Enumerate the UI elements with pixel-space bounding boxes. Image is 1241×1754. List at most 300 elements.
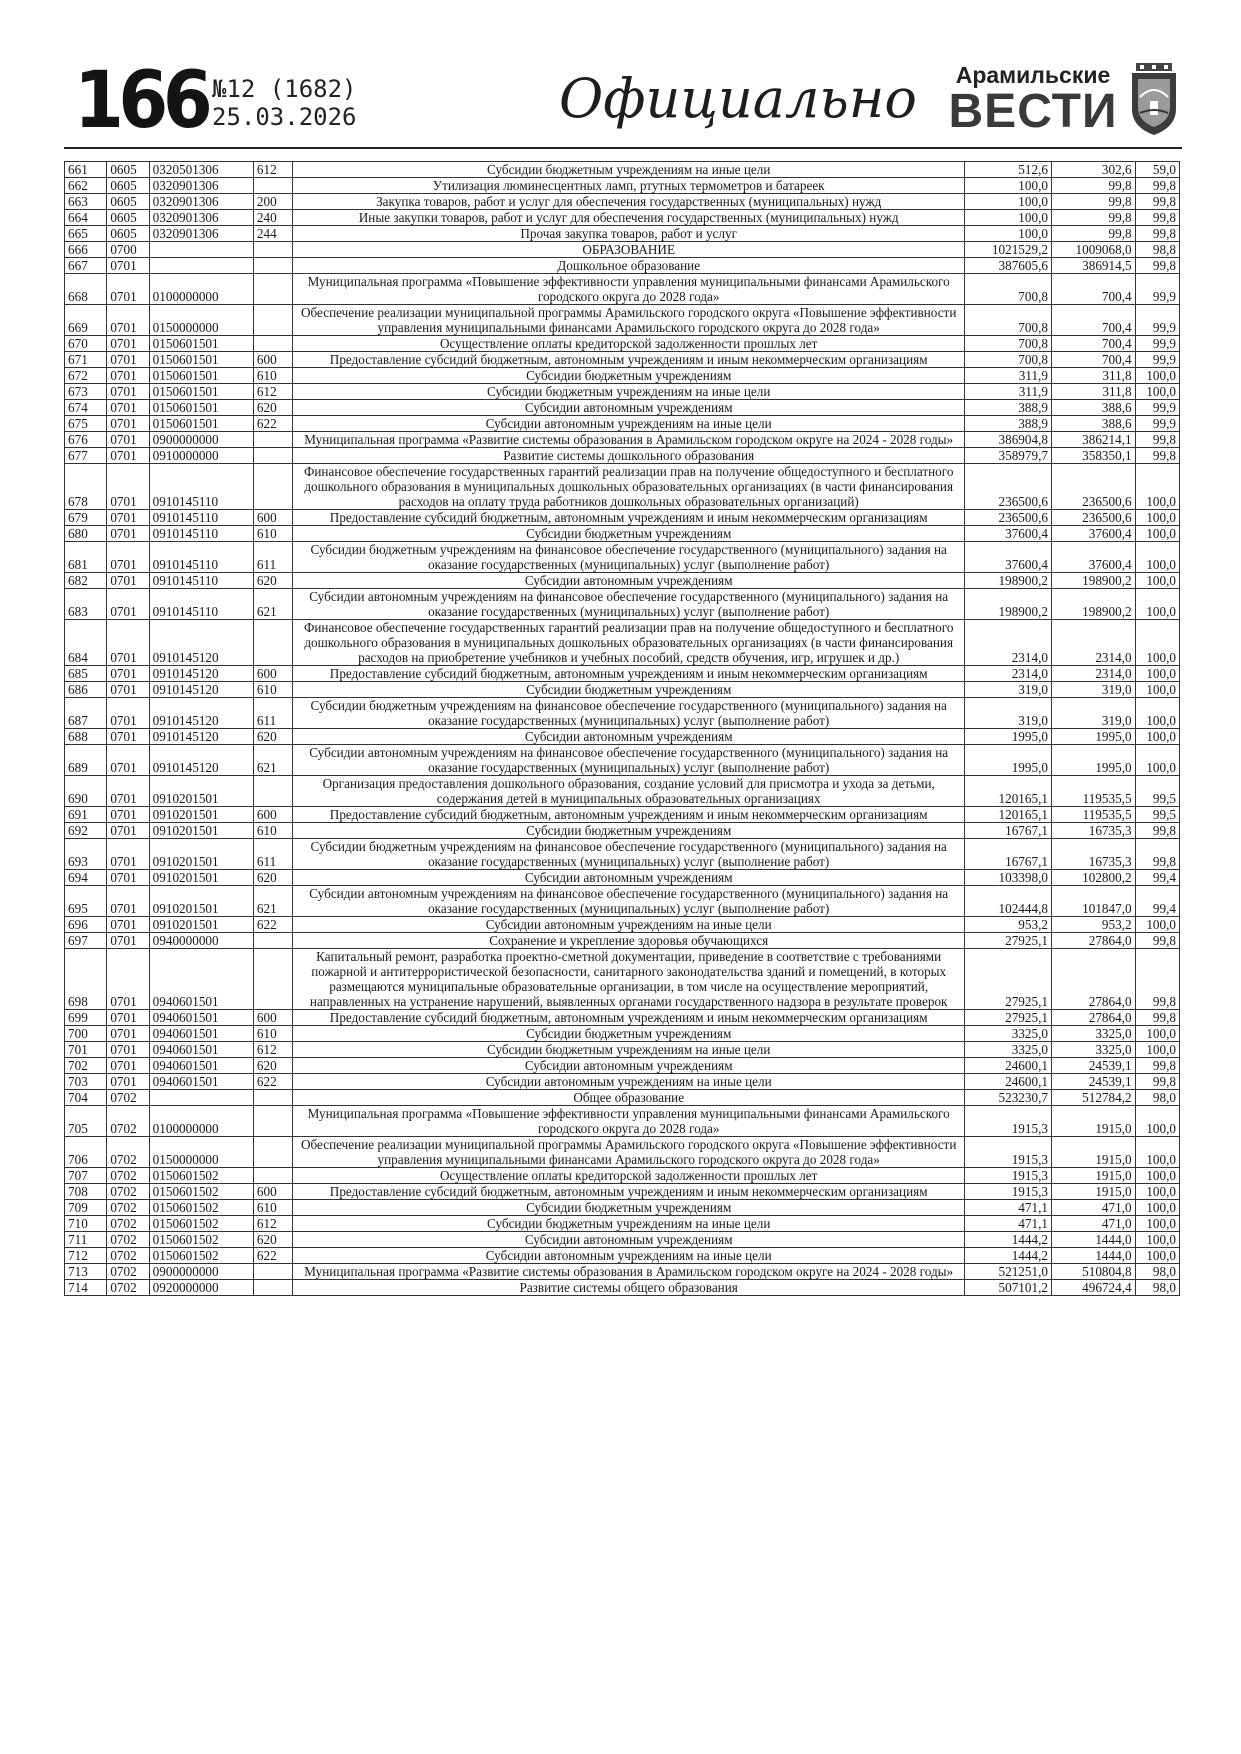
planned-amount: 102444,8	[965, 886, 1052, 917]
execution-percent: 100,0	[1135, 542, 1179, 573]
table-row	[65, 870, 1180, 886]
planned-amount: 1915,3	[965, 1184, 1052, 1200]
execution-percent: 100,0	[1135, 368, 1179, 384]
planned-amount: 358979,7	[965, 448, 1052, 464]
section-code: 0605	[107, 178, 149, 194]
table-row	[65, 886, 1180, 917]
table-row	[65, 745, 1180, 776]
table-row	[65, 1010, 1180, 1026]
target-article-code: 0940601501	[149, 1042, 253, 1058]
planned-amount: 1444,2	[965, 1232, 1052, 1248]
target-article-code: 0320501306	[149, 162, 253, 178]
section-code: 0702	[107, 1280, 149, 1296]
execution-percent: 100,0	[1135, 464, 1179, 510]
target-article-code: 0910201501	[149, 917, 253, 933]
row-number: 712	[65, 1248, 107, 1264]
header-rule	[64, 147, 1182, 149]
execution-percent: 99,4	[1135, 870, 1179, 886]
section-code: 0702	[107, 1216, 149, 1232]
section-code: 0701	[107, 870, 149, 886]
execution-percent: 99,8	[1135, 1010, 1179, 1026]
executed-amount: 319,0	[1051, 682, 1135, 698]
row-description: Субсидии автономным учреждениям	[293, 1232, 965, 1248]
row-description: Финансовое обеспечение государственных гарантий реализации прав на получение общедоступного и бесплатного дошкольного образования в муниципальных дошкольных образовательных организациях (в части финансирования расходов на оплату труда работников дошкольных образовательных организаций)	[293, 464, 965, 510]
row-description: Субсидии автономным учреждениям на финансовое обеспечение государственного (муниципального) задания на оказание государственных (муниципальных) услуг (выполнение работ)	[293, 745, 965, 776]
executed-amount: 2314,0	[1051, 666, 1135, 682]
table-row	[65, 1232, 1180, 1248]
target-article-code: 0910145120	[149, 666, 253, 682]
target-article-code: 0320901306	[149, 226, 253, 242]
planned-amount: 1915,3	[965, 1106, 1052, 1137]
expense-type-code: 240	[253, 210, 292, 226]
target-article-code: 0150000000	[149, 305, 253, 336]
section-code: 0701	[107, 823, 149, 839]
section-code: 0701	[107, 698, 149, 729]
expense-type-code: 610	[253, 1200, 292, 1216]
planned-amount: 198900,2	[965, 589, 1052, 620]
executed-amount: 99,8	[1051, 178, 1135, 194]
row-number: 683	[65, 589, 107, 620]
planned-amount: 471,1	[965, 1216, 1052, 1232]
section-code: 0701	[107, 573, 149, 589]
planned-amount: 386904,8	[965, 432, 1052, 448]
planned-amount: 521251,0	[965, 1264, 1052, 1280]
execution-percent: 99,9	[1135, 400, 1179, 416]
row-number: 679	[65, 510, 107, 526]
execution-percent: 98,8	[1135, 242, 1179, 258]
section-code: 0702	[107, 1168, 149, 1184]
expense-type-code: 600	[253, 510, 292, 526]
planned-amount: 1995,0	[965, 729, 1052, 745]
row-description: Предоставление субсидий бюджетным, автономным учреждениям и иным некоммерческим организациям	[293, 510, 965, 526]
row-number: 689	[65, 745, 107, 776]
target-article-code: 0910145120	[149, 729, 253, 745]
executed-amount: 700,4	[1051, 352, 1135, 368]
row-number: 669	[65, 305, 107, 336]
planned-amount: 236500,6	[965, 464, 1052, 510]
expense-type-code	[253, 1137, 292, 1168]
row-number: 701	[65, 1042, 107, 1058]
section-code: 0701	[107, 258, 149, 274]
table-row	[65, 666, 1180, 682]
planned-amount: 103398,0	[965, 870, 1052, 886]
section-code: 0702	[107, 1232, 149, 1248]
coat-of-arms-icon	[1130, 63, 1178, 135]
row-description: Субсидии бюджетным учреждениям на финансовое обеспечение государственного (муниципального) задания на оказание государственных (муниципальных) услуг (выполнение работ)	[293, 542, 965, 573]
executed-amount: 311,8	[1051, 384, 1135, 400]
execution-percent: 100,0	[1135, 510, 1179, 526]
execution-percent: 99,8	[1135, 1074, 1179, 1090]
table-row	[65, 448, 1180, 464]
section-code: 0701	[107, 432, 149, 448]
table-row	[65, 573, 1180, 589]
section-code: 0701	[107, 416, 149, 432]
row-description: Субсидии бюджетным учреждениям	[293, 526, 965, 542]
target-article-code: 0150601502	[149, 1232, 253, 1248]
executed-amount: 16735,3	[1051, 839, 1135, 870]
section-code: 0701	[107, 384, 149, 400]
row-number: 713	[65, 1264, 107, 1280]
section-code: 0702	[107, 1264, 149, 1280]
row-description: Субсидии бюджетным учреждениям на финансовое обеспечение государственного (муниципального) задания на оказание государственных (муниципальных) услуг (выполнение работ)	[293, 698, 965, 729]
table-row	[65, 162, 1180, 178]
target-article-code: 0150601502	[149, 1200, 253, 1216]
table-row	[65, 542, 1180, 573]
executed-amount: 99,8	[1051, 194, 1135, 210]
page-header	[64, 55, 1182, 147]
executed-amount: 236500,6	[1051, 464, 1135, 510]
row-number: 688	[65, 729, 107, 745]
planned-amount: 311,9	[965, 384, 1052, 400]
row-description: Капитальный ремонт, разработка проектно-сметной документации, приведение в соответствие с требованиями пожарной и антитеррористической безопасности, санитарного законодательства зданий и помещений, в которых размещаются муниципальные образовательные организации, в том числе на осуществление мероприятий, направленных на устранение нарушений, выявленных органами государственного надзора в результате проверок	[293, 949, 965, 1010]
expense-type-code: 611	[253, 839, 292, 870]
expense-type-code: 610	[253, 1026, 292, 1042]
row-description: Прочая закупка товаров, работ и услуг	[293, 226, 965, 242]
row-description: Финансовое обеспечение государственных гарантий реализации прав на получение общедоступного и бесплатного дошкольного образования в муниципальных дошкольных образовательных организациях (в части финансирования расходов на приобретение учебников и учебных пособий, средств обучения, игр, игрушек и др.)	[293, 620, 965, 666]
row-number: 691	[65, 807, 107, 823]
execution-percent: 99,9	[1135, 352, 1179, 368]
section-code: 0701	[107, 526, 149, 542]
budget-table	[64, 161, 1180, 1296]
target-article-code: 0940601501	[149, 1058, 253, 1074]
expense-type-code	[253, 448, 292, 464]
row-number: 667	[65, 258, 107, 274]
row-description: Субсидии бюджетным учреждениям	[293, 368, 965, 384]
execution-percent: 99,9	[1135, 274, 1179, 305]
target-article-code: 0910000000	[149, 448, 253, 464]
execution-percent: 99,5	[1135, 807, 1179, 823]
row-number: 695	[65, 886, 107, 917]
planned-amount: 100,0	[965, 194, 1052, 210]
row-description: Субсидии автономным учреждениям	[293, 729, 965, 745]
planned-amount: 311,9	[965, 368, 1052, 384]
planned-amount: 37600,4	[965, 542, 1052, 573]
table-row	[65, 839, 1180, 870]
execution-percent: 100,0	[1135, 1184, 1179, 1200]
table-row	[65, 352, 1180, 368]
target-article-code: 0940601501	[149, 949, 253, 1010]
expense-type-code: 622	[253, 917, 292, 933]
expense-type-code: 610	[253, 823, 292, 839]
execution-percent: 99,8	[1135, 226, 1179, 242]
executed-amount: 471,0	[1051, 1216, 1135, 1232]
table-row	[65, 1200, 1180, 1216]
row-number: 685	[65, 666, 107, 682]
table-row	[65, 194, 1180, 210]
row-description: Субсидии бюджетным учреждениям	[293, 1200, 965, 1216]
target-article-code: 0910201501	[149, 776, 253, 807]
executed-amount: 1995,0	[1051, 729, 1135, 745]
execution-percent: 99,8	[1135, 210, 1179, 226]
section-code: 0701	[107, 1074, 149, 1090]
target-article-code: 0910145110	[149, 464, 253, 510]
execution-percent: 59,0	[1135, 162, 1179, 178]
target-article-code	[149, 258, 253, 274]
executed-amount: 119535,5	[1051, 807, 1135, 823]
expense-type-code: 610	[253, 368, 292, 384]
execution-percent: 100,0	[1135, 1232, 1179, 1248]
expense-type-code: 612	[253, 1042, 292, 1058]
table-row	[65, 589, 1180, 620]
table-row	[65, 917, 1180, 933]
execution-percent: 99,4	[1135, 886, 1179, 917]
executed-amount: 471,0	[1051, 1200, 1135, 1216]
expense-type-code: 620	[253, 870, 292, 886]
execution-percent: 99,5	[1135, 776, 1179, 807]
row-description: Субсидии автономным учреждениям	[293, 1058, 965, 1074]
executed-amount: 700,4	[1051, 305, 1135, 336]
expense-type-code	[253, 274, 292, 305]
executed-amount: 1915,0	[1051, 1168, 1135, 1184]
table-row	[65, 1137, 1180, 1168]
row-number: 704	[65, 1090, 107, 1106]
executed-amount: 388,6	[1051, 416, 1135, 432]
planned-amount: 319,0	[965, 698, 1052, 729]
execution-percent: 100,0	[1135, 729, 1179, 745]
table-row	[65, 416, 1180, 432]
executed-amount: 1915,0	[1051, 1137, 1135, 1168]
planned-amount: 2314,0	[965, 666, 1052, 682]
expense-type-code: 620	[253, 729, 292, 745]
executed-amount: 496724,4	[1051, 1280, 1135, 1296]
executed-amount: 1444,0	[1051, 1232, 1135, 1248]
target-article-code: 0910145110	[149, 510, 253, 526]
executed-amount: 1995,0	[1051, 745, 1135, 776]
row-number: 698	[65, 949, 107, 1010]
executed-amount: 510804,8	[1051, 1264, 1135, 1280]
execution-percent: 99,8	[1135, 839, 1179, 870]
target-article-code: 0920000000	[149, 1280, 253, 1296]
section-code: 0701	[107, 745, 149, 776]
expense-type-code: 621	[253, 886, 292, 917]
target-article-code: 0320901306	[149, 210, 253, 226]
table-row	[65, 823, 1180, 839]
target-article-code: 0940601501	[149, 1026, 253, 1042]
section-code: 0702	[107, 1184, 149, 1200]
executed-amount: 700,4	[1051, 274, 1135, 305]
row-number: 684	[65, 620, 107, 666]
section-code: 0701	[107, 400, 149, 416]
planned-amount: 512,6	[965, 162, 1052, 178]
section-code: 0702	[107, 1090, 149, 1106]
row-number: 682	[65, 573, 107, 589]
executed-amount: 37600,4	[1051, 526, 1135, 542]
expense-type-code	[253, 933, 292, 949]
planned-amount: 37600,4	[965, 526, 1052, 542]
planned-amount: 24600,1	[965, 1074, 1052, 1090]
executed-amount: 99,8	[1051, 226, 1135, 242]
planned-amount: 1915,3	[965, 1168, 1052, 1184]
execution-percent: 98,0	[1135, 1280, 1179, 1296]
planned-amount: 1915,3	[965, 1137, 1052, 1168]
executed-amount: 198900,2	[1051, 573, 1135, 589]
target-article-code: 0910201501	[149, 886, 253, 917]
planned-amount: 523230,7	[965, 1090, 1052, 1106]
expense-type-code: 612	[253, 384, 292, 400]
expense-type-code	[253, 1106, 292, 1137]
execution-percent: 100,0	[1135, 1200, 1179, 1216]
section-code: 0701	[107, 336, 149, 352]
planned-amount: 471,1	[965, 1200, 1052, 1216]
row-description: ОБРАЗОВАНИЕ	[293, 242, 965, 258]
table-row	[65, 1216, 1180, 1232]
target-article-code: 0150601502	[149, 1168, 253, 1184]
planned-amount: 198900,2	[965, 573, 1052, 589]
row-description: Обеспечение реализации муниципальной программы Арамильского городского округа «Повышение эффективности управления муниципальными финансами Арамильского городского округа до 2028 года»	[293, 1137, 965, 1168]
planned-amount: 24600,1	[965, 1058, 1052, 1074]
row-description: Муниципальная программа «Повышение эффективности управления муниципальными финансами Арамильского городского округа до 2028 года»	[293, 1106, 965, 1137]
expense-type-code: 620	[253, 400, 292, 416]
target-article-code: 0320901306	[149, 194, 253, 210]
execution-percent: 99,9	[1135, 336, 1179, 352]
expense-type-code	[253, 1280, 292, 1296]
expense-type-code	[253, 305, 292, 336]
section-code: 0702	[107, 1200, 149, 1216]
execution-percent: 100,0	[1135, 1248, 1179, 1264]
target-article-code: 0910201501	[149, 839, 253, 870]
row-number: 678	[65, 464, 107, 510]
target-article-code: 0320901306	[149, 178, 253, 194]
execution-percent: 99,8	[1135, 258, 1179, 274]
execution-percent: 99,9	[1135, 305, 1179, 336]
expense-type-code: 620	[253, 1232, 292, 1248]
executed-amount: 953,2	[1051, 917, 1135, 933]
executed-amount: 1444,0	[1051, 1248, 1135, 1264]
execution-percent: 98,0	[1135, 1090, 1179, 1106]
row-number: 707	[65, 1168, 107, 1184]
expense-type-code: 620	[253, 573, 292, 589]
row-description: Предоставление субсидий бюджетным, автономным учреждениям и иным некоммерческим организациям	[293, 666, 965, 682]
executed-amount: 119535,5	[1051, 776, 1135, 807]
expense-type-code: 200	[253, 194, 292, 210]
row-description: Муниципальная программа «Повышение эффективности управления муниципальными финансами Арамильского городского округа до 2028 года»	[293, 274, 965, 305]
section-code: 0701	[107, 1042, 149, 1058]
table-row	[65, 1280, 1180, 1296]
section-code: 0701	[107, 776, 149, 807]
target-article-code	[149, 1090, 253, 1106]
execution-percent: 98,0	[1135, 1264, 1179, 1280]
row-number: 668	[65, 274, 107, 305]
target-article-code: 0910145120	[149, 620, 253, 666]
planned-amount: 120165,1	[965, 776, 1052, 807]
target-article-code: 0910201501	[149, 823, 253, 839]
row-description: Субсидии автономным учреждениям на финансовое обеспечение государственного (муниципального) задания на оказание государственных (муниципальных) услуг (выполнение работ)	[293, 589, 965, 620]
row-description: Субсидии автономным учреждениям на иные цели	[293, 416, 965, 432]
planned-amount: 100,0	[965, 226, 1052, 242]
row-number: 675	[65, 416, 107, 432]
planned-amount: 387605,6	[965, 258, 1052, 274]
table-row	[65, 400, 1180, 416]
target-article-code: 0910201501	[149, 870, 253, 886]
row-description: Развитие системы общего образования	[293, 1280, 965, 1296]
section-code: 0605	[107, 210, 149, 226]
row-description: Субсидии автономным учреждениям на финансовое обеспечение государственного (муниципального) задания на оказание государственных (муниципальных) услуг (выполнение работ)	[293, 886, 965, 917]
table-row	[65, 729, 1180, 745]
table-row	[65, 1058, 1180, 1074]
execution-percent: 100,0	[1135, 589, 1179, 620]
expense-type-code	[253, 620, 292, 666]
row-number: 671	[65, 352, 107, 368]
section-code: 0701	[107, 1026, 149, 1042]
section-code: 0701	[107, 352, 149, 368]
row-description: Муниципальная программа «Развитие системы образования в Арамильском городском округе на 2024 - 2028 годы»	[293, 1264, 965, 1280]
executed-amount: 198900,2	[1051, 589, 1135, 620]
row-description: Предоставление субсидий бюджетным, автономным учреждениям и иным некоммерческим организациям	[293, 807, 965, 823]
target-article-code: 0940000000	[149, 933, 253, 949]
table-row	[65, 1248, 1180, 1264]
expense-type-code	[253, 1090, 292, 1106]
execution-percent: 99,8	[1135, 194, 1179, 210]
table-row	[65, 336, 1180, 352]
table-row	[65, 384, 1180, 400]
row-number: 692	[65, 823, 107, 839]
section-code: 0701	[107, 839, 149, 870]
executed-amount: 3325,0	[1051, 1026, 1135, 1042]
table-row	[65, 368, 1180, 384]
executed-amount: 236500,6	[1051, 510, 1135, 526]
section-title: Официально	[559, 67, 917, 130]
execution-percent: 100,0	[1135, 573, 1179, 589]
execution-percent: 99,8	[1135, 432, 1179, 448]
expense-type-code: 600	[253, 807, 292, 823]
row-number: 674	[65, 400, 107, 416]
row-description: Обеспечение реализации муниципальной программы Арамильского городского округа «Повышение эффективности управления муниципальными финансами Арамильского городского округа до 2028 года»	[293, 305, 965, 336]
row-description: Муниципальная программа «Развитие системы образования в Арамильском городском округе на 2024 - 2028 годы»	[293, 432, 965, 448]
target-article-code: 0910201501	[149, 807, 253, 823]
executed-amount: 27864,0	[1051, 949, 1135, 1010]
row-number: 677	[65, 448, 107, 464]
target-article-code: 0940601501	[149, 1010, 253, 1026]
table-row	[65, 949, 1180, 1010]
execution-percent: 99,8	[1135, 178, 1179, 194]
row-number: 694	[65, 870, 107, 886]
table-row	[65, 1042, 1180, 1058]
expense-type-code: 612	[253, 162, 292, 178]
expense-type-code: 600	[253, 1010, 292, 1026]
table-row	[65, 1168, 1180, 1184]
row-description: Субсидии автономным учреждениям	[293, 573, 965, 589]
section-code: 0701	[107, 448, 149, 464]
target-article-code: 0910145110	[149, 589, 253, 620]
executed-amount: 99,8	[1051, 210, 1135, 226]
executed-amount: 1009068,0	[1051, 242, 1135, 258]
target-article-code: 0150601502	[149, 1248, 253, 1264]
expense-type-code	[253, 1264, 292, 1280]
section-code: 0701	[107, 682, 149, 698]
section-code: 0701	[107, 666, 149, 682]
execution-percent: 100,0	[1135, 1216, 1179, 1232]
executed-amount: 37600,4	[1051, 542, 1135, 573]
planned-amount: 120165,1	[965, 807, 1052, 823]
execution-percent: 100,0	[1135, 1106, 1179, 1137]
section-code: 0701	[107, 368, 149, 384]
target-article-code	[149, 242, 253, 258]
table-row	[65, 1074, 1180, 1090]
row-description: Закупка товаров, работ и услуг для обеспечения государственных (муниципальных) нужд	[293, 194, 965, 210]
row-number: 693	[65, 839, 107, 870]
row-description: Иные закупки товаров, работ и услуг для обеспечения государственных (муниципальных) нужд	[293, 210, 965, 226]
execution-percent: 100,0	[1135, 1026, 1179, 1042]
executed-amount: 3325,0	[1051, 1042, 1135, 1058]
executed-amount: 1915,0	[1051, 1106, 1135, 1137]
planned-amount: 236500,6	[965, 510, 1052, 526]
budget-table-body	[65, 162, 1180, 1296]
section-code: 0701	[107, 305, 149, 336]
expense-type-code	[253, 464, 292, 510]
expense-type-code: 600	[253, 1184, 292, 1200]
planned-amount: 100,0	[965, 178, 1052, 194]
row-number: 700	[65, 1026, 107, 1042]
